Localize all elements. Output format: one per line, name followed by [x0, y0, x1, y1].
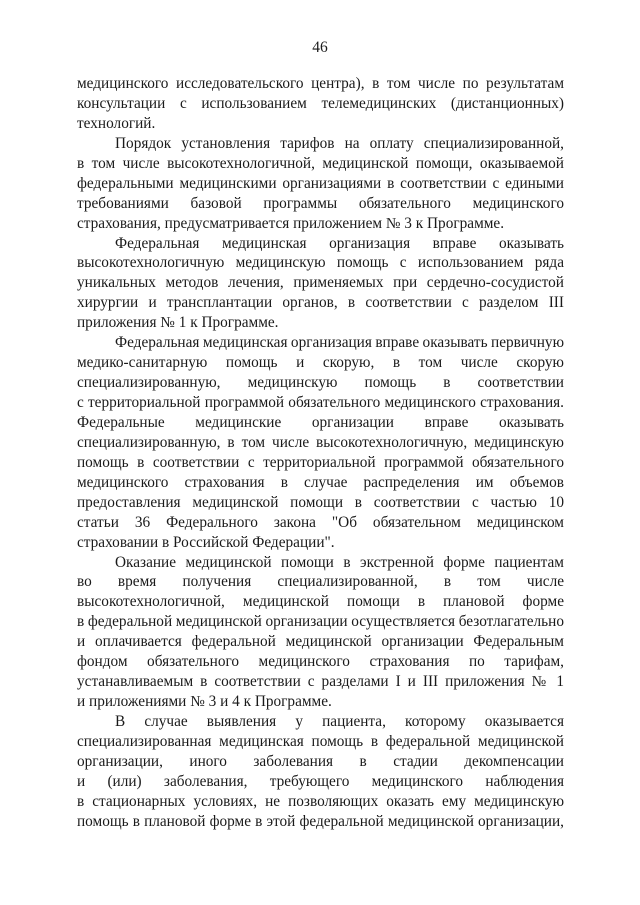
text-line: в федеральной медицинской организации осуществляется безотлагательно — [77, 613, 564, 631]
page-number: 46 — [312, 39, 328, 56]
text-line: Оказание медицинской помощи в экстренной форме пациентам — [115, 553, 564, 571]
text-line: устанавливаемым в соответствии с разделами I и III приложения № 1 — [77, 673, 564, 691]
text-line: и приложениями № 3 и 4 к Программе. — [77, 693, 332, 711]
text-line: специализированную, в том числе высокотехнологичную, медицинскую — [77, 433, 564, 451]
text-line: страхования, предусматривается приложением № 3 к Программе. — [77, 214, 505, 232]
text-line: специализированную, медицинскую помощь в соответствии — [77, 374, 564, 392]
text-line: помощь в соответствии с территориальной программой обязательного — [77, 453, 564, 471]
paragraph-6 — [77, 712, 564, 832]
paragraph-5 — [77, 553, 564, 713]
text-line: во время получения специализированной, в том числе — [77, 573, 564, 591]
text-line: уникальных методов лечения, применяемых при сердечно-сосудистой — [77, 274, 564, 292]
text-line: Федеральная медицинская организация вправе оказывать первичную — [115, 334, 564, 352]
text-line: с территориальной программой обязательного медицинского страхования. — [77, 394, 564, 411]
paragraph-2 — [77, 134, 564, 234]
text-line: помощь в плановой форме в этой федеральной медицинской организации, — [77, 812, 564, 830]
paragraph-3 — [77, 234, 564, 334]
text-line: фондом обязательного медицинского страхования по тарифам, — [77, 653, 564, 671]
text-line: приложения № 1 к Программе. — [77, 314, 279, 332]
text-line: хирургии и трансплантации органов, в соответствии с разделом III — [77, 294, 564, 312]
text-line: страховании в Российской Федерации". — [77, 533, 335, 551]
text-line: в стационарных условиях, не позволяющих оказать ему медицинскую — [77, 792, 564, 810]
document-body — [77, 74, 564, 832]
text-line: Федеральная медицинская организация вправе оказывать — [115, 234, 564, 252]
text-line: консультации с использованием телемедицинских (дистанционных) — [77, 94, 564, 112]
text-line: медицинского страхования в случае распределения им объемов — [77, 473, 564, 491]
text-line: и оплачивается федеральной медицинской организации Федеральным — [77, 633, 564, 651]
text-line: В случае выявления у пациента, которому оказывается — [115, 713, 564, 730]
text-line: высокотехнологичную медицинскую помощь с использованием ряда — [77, 254, 564, 272]
paragraph-4 — [77, 333, 564, 552]
paragraph-1 — [77, 74, 564, 134]
text-line: требованиями базовой программы обязательного медицинского — [77, 194, 564, 212]
text-line: организации, иного заболевания в стадии декомпенсации — [77, 752, 564, 770]
text-line: статьи 36 Федерального закона "Об обязательном медицинском — [77, 513, 564, 531]
text-line: медицинского исследовательского центра), в том числе по результатам — [77, 75, 564, 92]
text-line: и (или) заболевания, требующего медицинского наблюдения — [77, 772, 564, 790]
text-line: медико-санитарную помощь и скорую, в том числе скорую — [77, 354, 564, 372]
text-line: федеральными медицинскими организациями в соответствии с едиными — [77, 174, 564, 192]
text-line: Порядок установления тарифов на оплату специализированной, — [115, 134, 564, 152]
text-line: Федеральные медицинские организации вправе оказывать — [77, 413, 564, 431]
text-line: технологий. — [77, 114, 156, 132]
text-line: предоставления медицинской помощи в соответствии с частью 10 — [77, 493, 564, 511]
text-line: в том числе высокотехнологичной, медицинской помощи, оказываемой — [77, 154, 564, 172]
text-line: высокотехнологичной, медицинской помощи в плановой форме — [77, 593, 564, 611]
text-line: специализированная медицинская помощь в федеральной медицинской — [77, 732, 564, 750]
